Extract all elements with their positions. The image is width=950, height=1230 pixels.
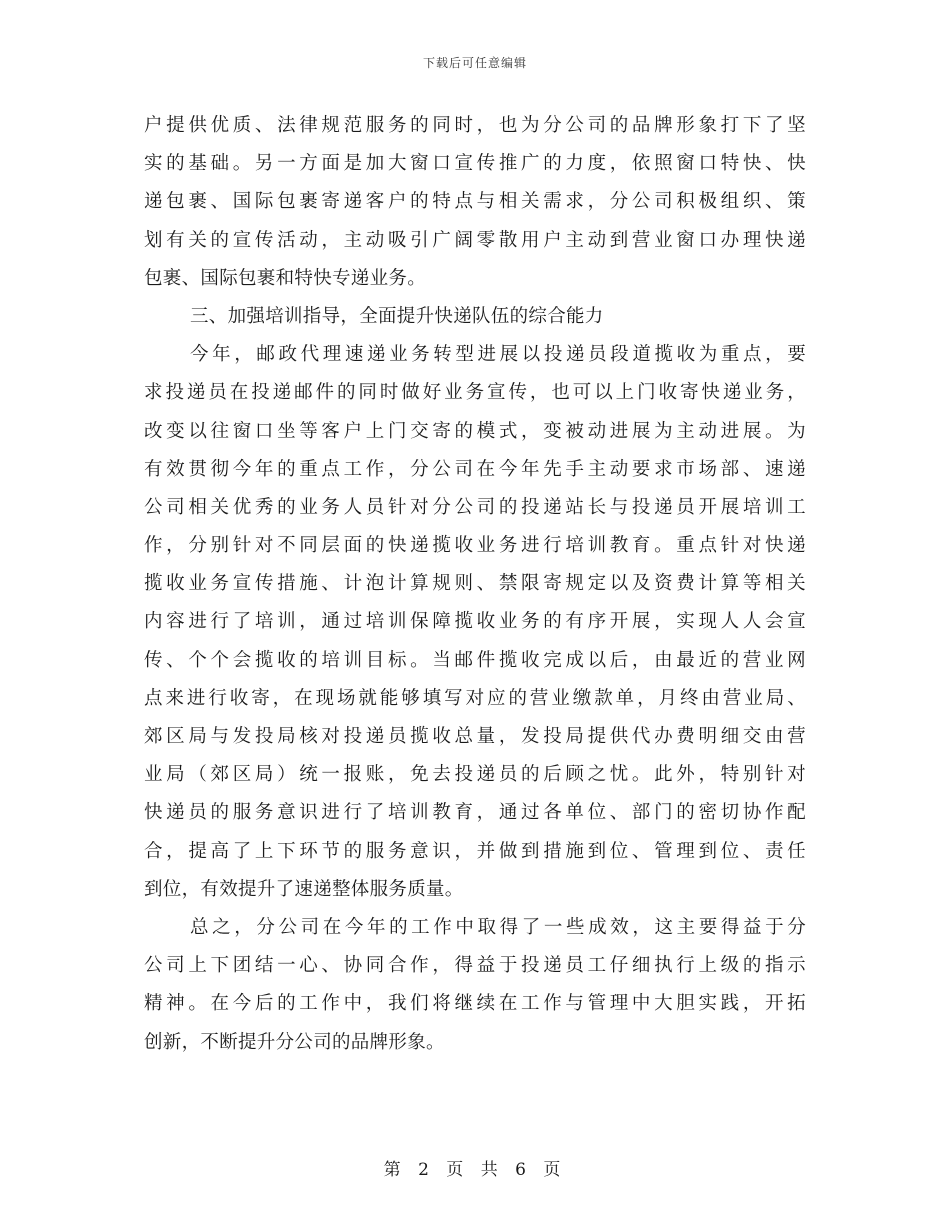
text-line: 改变以往窗口坐等客户上门交寄的模式，变被动进展为主动进展。为 — [144, 420, 806, 442]
document-body — [144, 107, 806, 1062]
page-number-footer: 第 2 页 共 6 页 — [383, 1160, 567, 1180]
text-line: 公司上下团结一心、协同合作，得益于投递员工仔细执行上级的指示 — [144, 955, 806, 977]
text-line: 公司相关优秀的业务人员针对分公司的投递站长与投递员开展培训工 — [144, 496, 806, 518]
text-line: 递包裹、国际包裹寄递客户的特点与相关需求，分公司积极组织、策 — [144, 191, 806, 213]
text-line: 包裹、国际包裹和特快专递业务。 — [144, 267, 427, 289]
text-line: 户提供优质、法律规范服务的同时，也为分公司的品牌形象打下了坚 — [144, 115, 806, 136]
section-heading: 三、加强培训指导，全面提升快递队伍的综合能力 — [190, 305, 604, 327]
text-line: 有效贯彻今年的重点工作，分公司在今年先手主动要求市场部、速递 — [144, 458, 806, 480]
text-line: 今年，邮政代理速递业务转型进展以投递员段道揽收为重点，要 — [190, 344, 806, 366]
text-line: 作，分别针对不同层面的快递揽收业务进行培训教育。重点针对快递 — [144, 535, 806, 557]
text-line: 求投递员在投递邮件的同时做好业务宣传，也可以上门收寄快递业务， — [144, 382, 806, 404]
text-line: 点来进行收寄，在现场就能够填写对应的营业缴款单，月终由营业局、 — [144, 687, 806, 709]
text-line: 郊区局与发投局核对投递员揽收总量，发投局提供代办费明细交由营 — [144, 726, 806, 747]
text-line: 快递员的服务意识进行了培训教育，通过各单位、部门的密切协作配 — [144, 802, 806, 824]
text-line: 传、个个会揽收的培训目标。当邮件揽收完成以后，由最近的营业网 — [144, 649, 806, 671]
text-line: 总之，分公司在今年的工作中取得了一些成效，这主要得益于分 — [190, 916, 806, 938]
text-line: 实的基础。另一方面是加大窗口宣传推广的力度，依照窗口特快、快 — [144, 153, 806, 175]
text-line: 创新，不断提升分公司的品牌形象。 — [144, 1031, 445, 1053]
text-line: 内容进行了培训，通过培训保障揽收业务的有序开展，实现人人会宣 — [144, 611, 806, 633]
text-line: 合，提高了上下环节的服务意识，并做到措施到位、管理到位、责任 — [144, 840, 806, 862]
text-line: 划有关的宣传活动，主动吸引广阔零散用户主动到营业窗口办理快递 — [144, 229, 806, 251]
text-line: 精神。在今后的工作中，我们将继续在工作与管理中大胆实践，开拓 — [144, 993, 806, 1015]
text-line: 到位，有效提升了速递整体服务质量。 — [144, 878, 464, 900]
text-line: 揽收业务宣传措施、计泡计算规则、禁限寄规定以及资费计算等相关 — [144, 573, 806, 595]
text-line: 业局（郊区局）统一报账，免去投递员的后顾之忧。此外，特别针对 — [144, 764, 806, 786]
page-header: 下载后可任意编辑 — [422, 56, 527, 70]
